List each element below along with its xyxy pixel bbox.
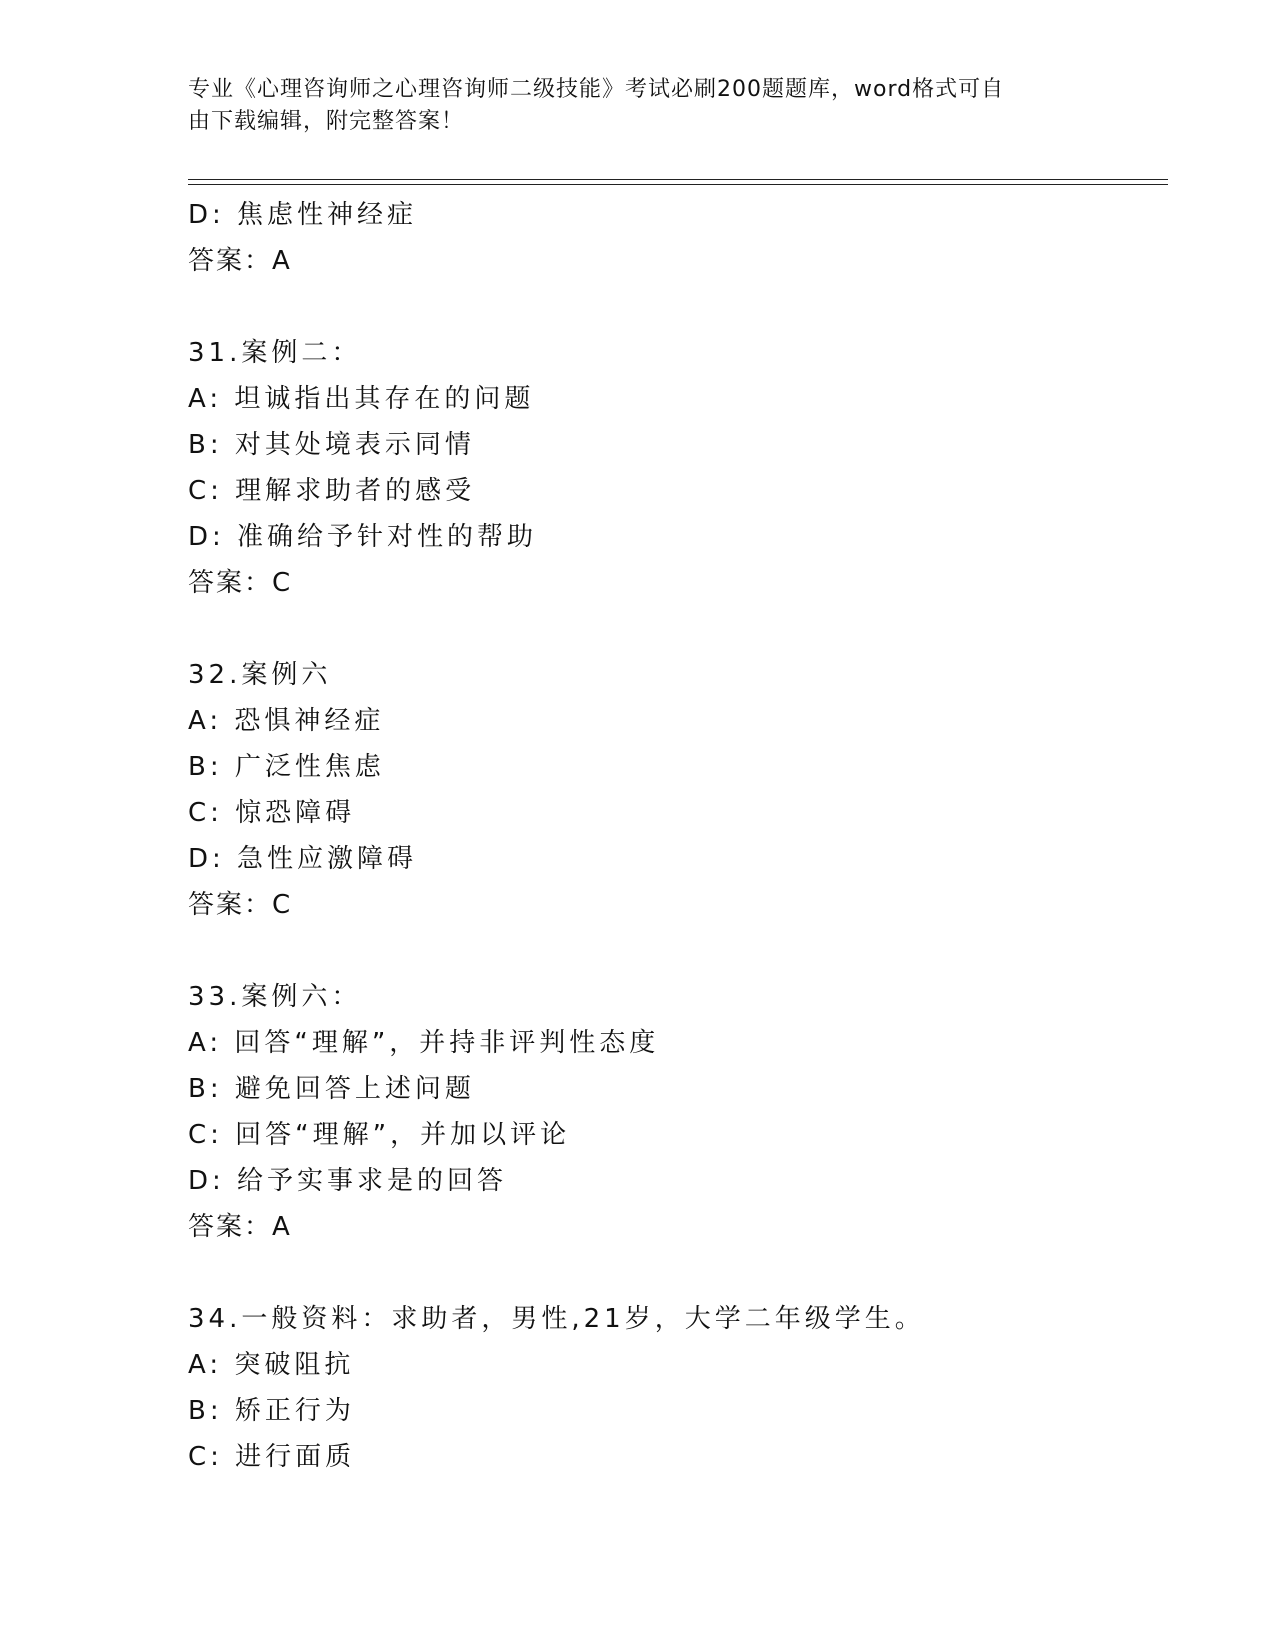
option-c: C: 进行面质 bbox=[188, 1442, 356, 1472]
answer: 答案：A bbox=[188, 1212, 292, 1242]
question-32 bbox=[188, 652, 1168, 928]
option-d: D: 急性应激障碍 bbox=[188, 844, 418, 874]
option-d: D: 准确给予针对性的帮助 bbox=[188, 522, 538, 552]
option-b: B: 避免回答上述问题 bbox=[188, 1074, 475, 1104]
lead-answer: 答案：A bbox=[188, 246, 292, 276]
question-title: 31.案例二： bbox=[188, 338, 362, 368]
option-b: B: 广泛性焦虑 bbox=[188, 752, 385, 782]
header-divider-bottom bbox=[188, 184, 1168, 185]
spacer bbox=[188, 284, 1168, 330]
question-title: 32.案例六 bbox=[188, 660, 332, 690]
question-title: 34.一般资料：求助者，男性,21岁，大学二年级学生。 bbox=[188, 1304, 925, 1334]
option-b: B: 对其处境表示同情 bbox=[188, 430, 475, 460]
question-31 bbox=[188, 330, 1168, 606]
answer: 答案：C bbox=[188, 568, 293, 598]
option-d: D: 给予实事求是的回答 bbox=[188, 1166, 508, 1196]
answer: 答案：C bbox=[188, 890, 293, 920]
option-c: C: 理解求助者的感受 bbox=[188, 476, 476, 506]
header-divider-top bbox=[188, 179, 1168, 180]
spacer bbox=[188, 928, 1168, 974]
question-34 bbox=[188, 1296, 1168, 1480]
option-a: A: 恐惧神经症 bbox=[188, 706, 385, 736]
option-a: A: 突破阻抗 bbox=[188, 1350, 355, 1380]
option-c: C: 惊恐障碍 bbox=[188, 798, 356, 828]
question-list bbox=[188, 192, 1168, 1480]
header-line-1: 专业《心理咨询师之心理咨询师二级技能》考试必刷200题题库，word格式可自 bbox=[188, 77, 1005, 102]
option-a: A: 坦诚指出其存在的问题 bbox=[188, 384, 535, 414]
question-title: 33.案例六： bbox=[188, 982, 362, 1012]
document-header bbox=[188, 74, 1068, 138]
question-33 bbox=[188, 974, 1168, 1250]
spacer bbox=[188, 606, 1168, 652]
option-b: B: 矫正行为 bbox=[188, 1396, 355, 1426]
header-line-2: 由下载编辑，附完整答案！ bbox=[188, 109, 465, 134]
lead-option-d: D: 焦虑性神经症 bbox=[188, 200, 418, 230]
option-a: A: 回答“理解”，并持非评判性态度 bbox=[188, 1028, 660, 1058]
option-c: C: 回答“理解”，并加以评论 bbox=[188, 1120, 571, 1150]
spacer bbox=[188, 1250, 1168, 1296]
